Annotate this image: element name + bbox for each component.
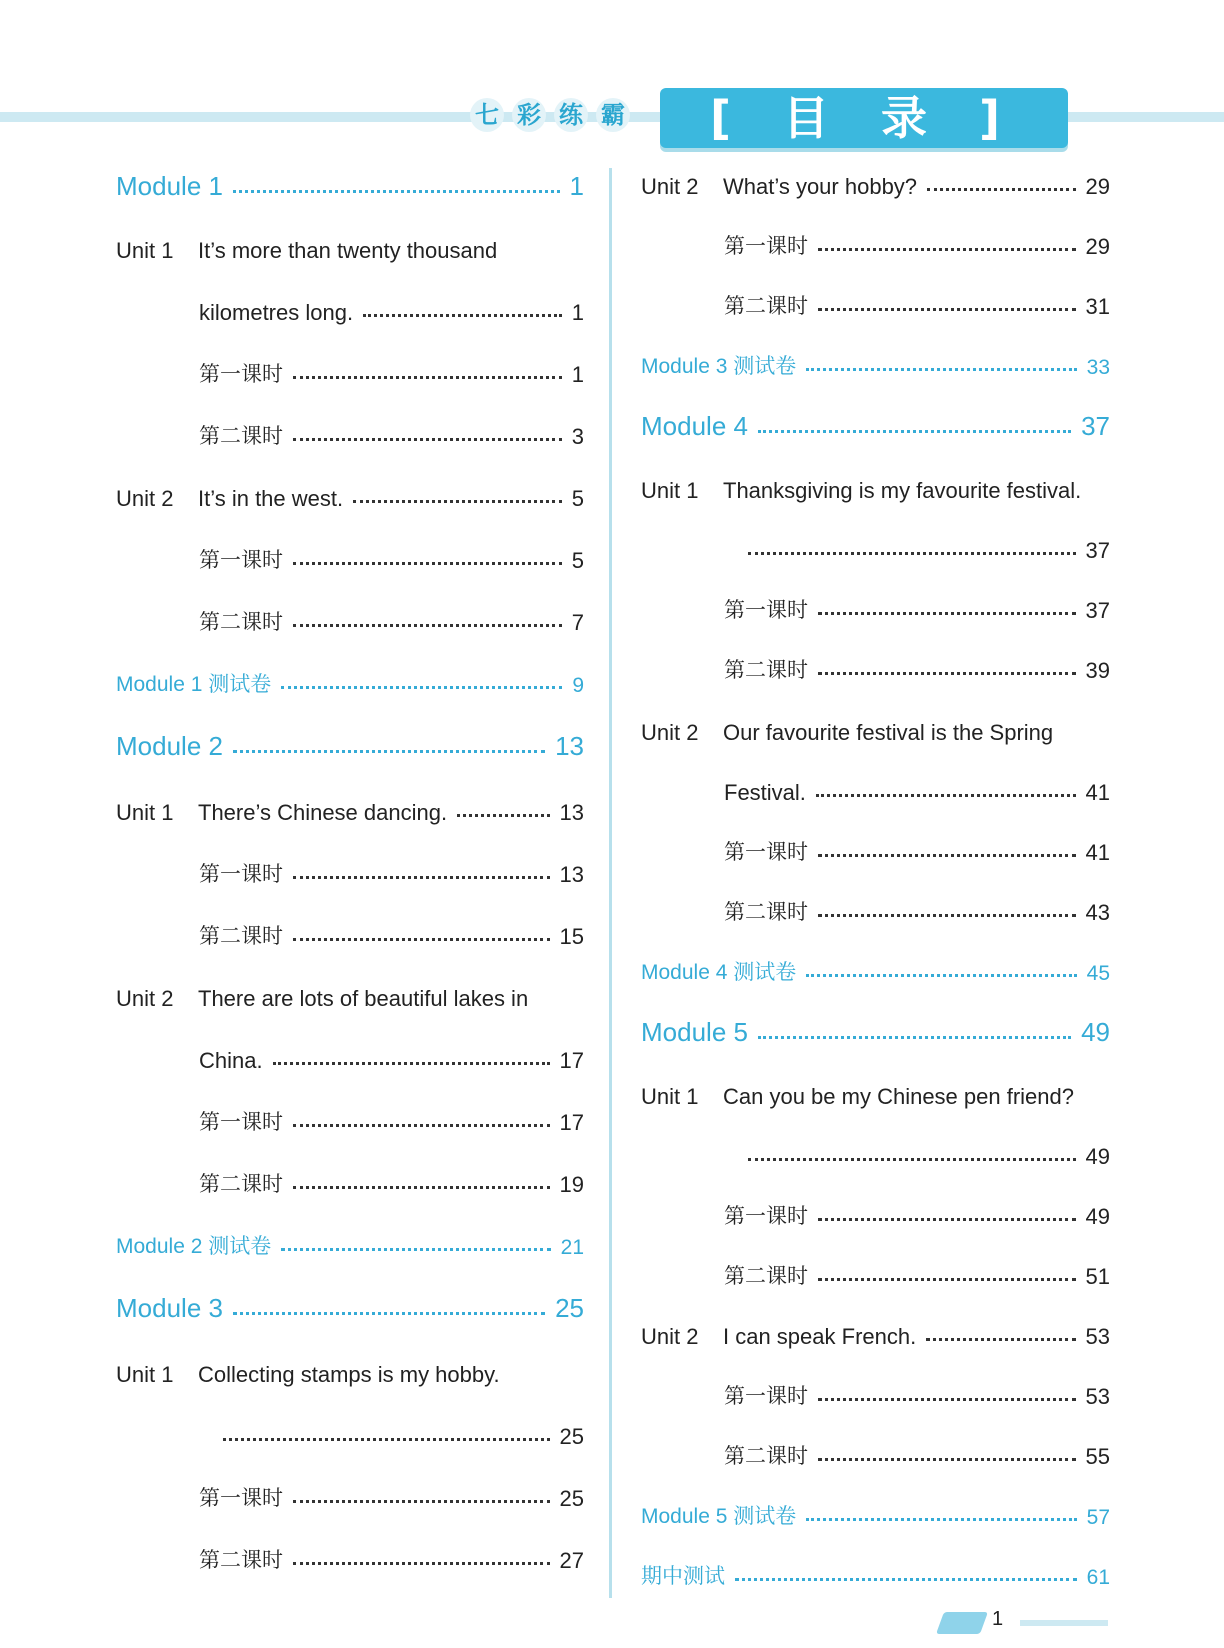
brand-char: 练 xyxy=(554,98,588,132)
unit-number: Unit 1 xyxy=(116,238,174,263)
toc-entry-module xyxy=(116,728,584,762)
toc-entry-unit xyxy=(641,712,1110,746)
page-ref: 5 xyxy=(571,548,584,573)
brand-char: 彩 xyxy=(512,98,546,132)
toc-entry-label: 第一课时 xyxy=(724,598,808,622)
toc-entry-lesson xyxy=(724,590,1110,624)
toc-entry-label: kilometres long. xyxy=(199,300,354,325)
toc-entry-test xyxy=(641,1496,1110,1530)
page-ref: 17 xyxy=(559,1110,584,1135)
toc-entry-lesson xyxy=(724,286,1110,320)
toc-entry-unit xyxy=(641,1076,1110,1110)
brand-char: 七 xyxy=(470,98,504,132)
toc-entry-label: Module 4 xyxy=(641,411,748,441)
toc-entry-label: Can you be my Chinese pen friend? xyxy=(723,1084,1074,1109)
page-ref: 37 xyxy=(1085,538,1110,563)
dot-leader xyxy=(758,430,1071,433)
page-ref: 41 xyxy=(1085,840,1110,865)
toc-entry-lesson xyxy=(724,1196,1110,1230)
dot-leader xyxy=(293,376,562,379)
toc-entry-label: 第二课时 xyxy=(199,924,283,948)
toc-entry-lesson xyxy=(724,832,1110,866)
dot-leader xyxy=(735,1578,1077,1581)
page-ref: 27 xyxy=(559,1548,584,1573)
dot-leader xyxy=(816,794,1076,797)
dot-leader xyxy=(457,814,549,817)
toc-entry-label: It’s in the west. xyxy=(198,486,344,511)
page-ref: 9 xyxy=(572,674,584,697)
toc-entry-lesson xyxy=(724,1436,1110,1470)
toc-entry-label: Module 1 测试卷 xyxy=(116,673,272,696)
toc-entry-label: 第一课时 xyxy=(199,548,283,572)
toc-entry-lesson xyxy=(199,1478,584,1512)
toc-entry-label: Module 3 测试卷 xyxy=(641,355,797,378)
page-ref: 39 xyxy=(1085,658,1110,683)
page-ref: 1 xyxy=(569,171,584,201)
page-ref: 25 xyxy=(559,1424,584,1449)
dot-leader xyxy=(818,1458,1076,1461)
toc-entry-lesson xyxy=(199,1164,584,1198)
dot-leader xyxy=(926,1338,1075,1341)
footer-line xyxy=(1020,1620,1108,1626)
dot-leader xyxy=(293,1186,550,1189)
toc-entry-label: Module 2 xyxy=(116,731,223,761)
toc-entry-test xyxy=(116,1226,584,1260)
dot-leader xyxy=(818,672,1076,675)
toc-entry-label: There’s Chinese dancing. xyxy=(198,800,448,825)
dot-leader xyxy=(353,500,562,503)
dot-leader xyxy=(293,1562,550,1565)
toc-entry-unit xyxy=(116,478,584,512)
toc-entry-label: Module 2 测试卷 xyxy=(116,1235,272,1258)
page-ref: 53 xyxy=(1085,1324,1110,1349)
toc-entry-unit xyxy=(641,166,1110,200)
toc-entry-label: Module 4 测试卷 xyxy=(641,961,797,984)
page-ref: 49 xyxy=(1085,1144,1110,1169)
page-ref: 25 xyxy=(555,1293,584,1323)
toc-entry-module xyxy=(641,1014,1110,1048)
dot-leader xyxy=(818,248,1076,251)
toc-entry-cont xyxy=(738,1136,1110,1170)
toc-entry-label: China. xyxy=(199,1048,263,1073)
page-ref: 57 xyxy=(1086,1506,1110,1529)
toc-entry-label: 第一课时 xyxy=(199,1486,283,1510)
toc-entry-lesson xyxy=(199,416,584,450)
toc-entry-cont xyxy=(213,1416,584,1450)
page-ref: 21 xyxy=(560,1236,584,1259)
page-ref: 51 xyxy=(1085,1264,1110,1289)
dot-leader xyxy=(748,1158,1076,1161)
dot-leader xyxy=(281,1248,550,1251)
toc-entry-label: 第一课时 xyxy=(724,840,808,864)
toc-entry-cont xyxy=(724,772,1110,806)
page-ref: 17 xyxy=(559,1048,584,1073)
toc-entry-unit xyxy=(116,230,584,264)
footer-pencil-icon xyxy=(936,1612,988,1634)
page-number: 1 xyxy=(992,1608,1004,1630)
page-ref: 33 xyxy=(1086,356,1110,379)
page-ref: 49 xyxy=(1085,1204,1110,1229)
toc-entry-lesson xyxy=(724,226,1110,260)
dot-leader xyxy=(293,562,562,565)
dot-leader xyxy=(233,750,545,753)
unit-number: Unit 2 xyxy=(116,486,174,511)
toc-entry-lesson xyxy=(199,1102,584,1136)
toc-entry-test xyxy=(641,1556,1110,1590)
toc-entry-label: 第二课时 xyxy=(199,610,283,634)
dot-leader xyxy=(818,1278,1076,1281)
unit-number: Unit 2 xyxy=(641,720,699,745)
toc-entry-unit xyxy=(641,1316,1110,1350)
toc-entry-label: I can speak French. xyxy=(723,1324,917,1349)
dot-leader xyxy=(806,368,1076,371)
page-ref: 43 xyxy=(1085,900,1110,925)
dot-leader xyxy=(293,938,550,941)
dot-leader xyxy=(363,314,562,317)
toc-entry-label: 第一课时 xyxy=(724,234,808,258)
toc-entry-lesson xyxy=(199,1540,584,1574)
page-ref: 1 xyxy=(571,362,584,387)
dot-leader xyxy=(818,308,1076,311)
page-ref: 13 xyxy=(555,731,584,761)
toc-entry-lesson xyxy=(199,602,584,636)
toc-entry-label: 第二课时 xyxy=(724,658,808,682)
toc-entry-lesson xyxy=(724,1376,1110,1410)
toc-entry-label: Module 1 xyxy=(116,171,223,201)
toc-entry-label: Module 3 xyxy=(116,1293,223,1323)
page-ref: 25 xyxy=(559,1486,584,1511)
dot-leader xyxy=(818,1398,1076,1401)
toc-entry-label: It’s more than twenty thousand xyxy=(198,238,498,263)
unit-number: Unit 2 xyxy=(116,986,174,1011)
page-ref: 61 xyxy=(1086,1566,1110,1589)
toc-entry-label: 第二课时 xyxy=(724,1264,808,1288)
toc-entry-label: 第二课时 xyxy=(724,294,808,318)
toc-entry-label: 第二课时 xyxy=(199,424,283,448)
page-ref: 41 xyxy=(1085,780,1110,805)
page-ref: 49 xyxy=(1081,1017,1110,1047)
dot-leader xyxy=(293,1500,550,1503)
unit-number: Unit 1 xyxy=(116,800,174,825)
toc-entry-label: 第二课时 xyxy=(724,900,808,924)
page-ref: 29 xyxy=(1085,234,1110,259)
unit-number: Unit 2 xyxy=(641,1324,699,1349)
unit-number: Unit 1 xyxy=(641,1084,699,1109)
brand-logo xyxy=(470,98,630,132)
dot-leader xyxy=(281,686,562,689)
toc-entry-cont xyxy=(199,1040,584,1074)
page-ref: 31 xyxy=(1085,294,1110,319)
toc-entry-test xyxy=(641,952,1110,986)
toc-entry-label: Module 5 xyxy=(641,1017,748,1047)
toc-entry-unit xyxy=(641,470,1110,504)
dot-leader xyxy=(233,1312,545,1315)
toc-entry-label: 第二课时 xyxy=(199,1172,283,1196)
dot-leader xyxy=(818,914,1076,917)
toc-entry-label: Our favourite festival is the Spring xyxy=(723,720,1054,745)
toc-entry-module xyxy=(116,1290,584,1324)
dot-leader xyxy=(748,552,1076,555)
toc-entry-lesson xyxy=(724,1256,1110,1290)
toc-entry-test xyxy=(641,346,1110,380)
dot-leader xyxy=(758,1036,1071,1039)
toc-entry-label: Collecting stamps is my hobby. xyxy=(198,1362,500,1387)
toc-entry-unit xyxy=(116,978,584,1012)
toc-entry-lesson xyxy=(199,540,584,574)
page-ref: 29 xyxy=(1085,174,1110,199)
dot-leader xyxy=(818,854,1076,857)
page-ref: 3 xyxy=(571,424,584,449)
unit-number: Unit 1 xyxy=(116,1362,174,1387)
page-ref: 37 xyxy=(1081,411,1110,441)
toc-entry-label: 第一课时 xyxy=(199,862,283,886)
dot-leader xyxy=(293,1124,550,1127)
toc-entry-label: There are lots of beautiful lakes in xyxy=(198,986,529,1011)
unit-number: Unit 1 xyxy=(641,478,699,503)
dot-leader xyxy=(233,190,560,193)
page-ref: 45 xyxy=(1086,962,1110,985)
toc-entry-label: Festival. xyxy=(724,780,806,805)
dot-leader xyxy=(293,624,562,627)
toc-entry-module xyxy=(116,168,584,202)
toc-entry-label: 第二课时 xyxy=(199,1548,283,1572)
toc-entry-test xyxy=(116,664,584,698)
dot-leader xyxy=(293,876,550,879)
page-ref: 15 xyxy=(559,924,584,949)
dot-leader xyxy=(273,1062,550,1065)
toc-entry-lesson xyxy=(199,354,584,388)
dot-leader xyxy=(818,1218,1076,1221)
toc-entry-lesson xyxy=(199,854,584,888)
toc-entry-label: Thanksgiving is my favourite festival. xyxy=(723,478,1082,503)
toc-entry-label: 第一课时 xyxy=(724,1204,808,1228)
toc-entry-module xyxy=(641,408,1110,442)
toc-entry-label: Module 5 测试卷 xyxy=(641,1505,797,1528)
page-ref: 7 xyxy=(571,610,584,635)
brand-char: 霸 xyxy=(596,98,630,132)
toc-entry-unit xyxy=(116,1354,584,1388)
toc-entry-cont xyxy=(738,530,1110,564)
page-ref: 37 xyxy=(1085,598,1110,623)
page-ref: 53 xyxy=(1085,1384,1110,1409)
toc-entry-unit xyxy=(116,792,584,826)
dot-leader xyxy=(293,438,562,441)
toc-entry-cont xyxy=(199,292,584,326)
toc-entry-label: 第二课时 xyxy=(724,1444,808,1468)
unit-number: Unit 2 xyxy=(641,174,699,199)
dot-leader xyxy=(223,1438,550,1441)
page-ref: 1 xyxy=(571,300,584,325)
dot-leader xyxy=(806,974,1076,977)
dot-leader xyxy=(806,1518,1076,1521)
page-ref: 13 xyxy=(559,862,584,887)
column-divider xyxy=(609,168,612,1598)
toc-entry-label: 第一课时 xyxy=(199,362,283,386)
dot-leader xyxy=(818,612,1076,615)
toc-entry-label: 第一课时 xyxy=(724,1384,808,1408)
page-title: [ 目 录 ] xyxy=(660,88,1068,148)
toc-entry-lesson xyxy=(199,916,584,950)
toc-entry-lesson xyxy=(724,650,1110,684)
toc-entry-label: What’s your hobby? xyxy=(723,174,918,199)
page-ref: 13 xyxy=(559,800,584,825)
page-ref: 5 xyxy=(571,486,584,511)
page-ref: 19 xyxy=(559,1172,584,1197)
toc-entry-label: 第一课时 xyxy=(199,1110,283,1134)
dot-leader xyxy=(927,188,1075,191)
page-ref: 55 xyxy=(1085,1444,1110,1469)
toc-entry-lesson xyxy=(724,892,1110,926)
toc-entry-label: 期中测试 xyxy=(641,1565,725,1588)
